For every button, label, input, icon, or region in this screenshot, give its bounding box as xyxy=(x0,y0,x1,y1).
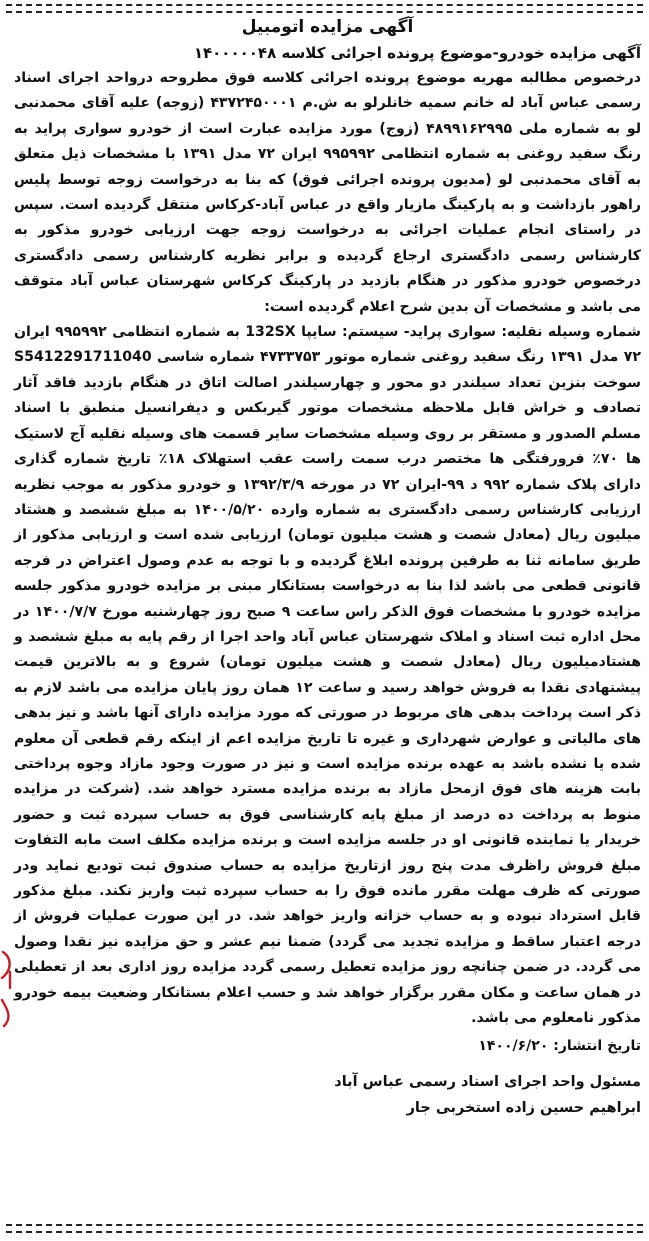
notice-details-paragraph: شماره وسیله نقلیه: سواری پراید- سیستم: سایپا 132SX به شماره انتظامی ۹۹۵۹۹۲ ایران ۷۲ مدل ۱۳۹۱ رنگ سفید روغنی شماره موتور ۴۷۳۳۷۵۳ شماره شاسی S5412291711040 سوخت بنزین تعداد سیلندر دو محور و چهارسیلندر اصالت اتاق در هنگام بازدید فاقد آثار تصادف و خراش قابل ملاحظه مشخصات موتور گیربکس و دیفرانسیل منطبق با اسناد مسلم الصدور و مستقر بر روی وسیله مشخصات سایر قسمت های وسیله نقلیه آج لاستیک ها ۷۰٪ فرورفتگی ها مختصر درب سمت راست عقب استهلاک ۱۸٪ تاریخ شماره گذاری دارای پلاک شماره ۹۹۲ د ۹۹-ایران ۷۲ در مورخه ۱۳۹۲/۳/۹ و خودرو مذکور به موجب نظریه ارزیابی کارشناس رسمی دادگستری به شماره وارده ۱۴۰۰/۵/۲۰ به مبلغ ششصد و هشتاد میلیون ریال (معادل شصت و هشت میلیون تومان) ارزیابی شده است و ارزیابی مذکور از طریق سامانه ثنا به طرفین پرونده ابلاغ گردیده و با توجه به عدم وصول اعتراض در فرجه قانونی قطعی می باشد لذا بنا به درخواست بستانکار مبنی بر مزایده خودرو مذکور جلسه مزایده خودرو با مشخصات فوق الذکر راس ساعت ۹ صبح روز چهارشنبه مورخ ۱۴۰۰/۷/۷ در محل اداره ثبت اسناد و املاک شهرستان عباس آباد واحد اجرا از رقم پایه به مبلغ ششصد و هشتادمیلیون ریال (معادل شصت و هشت میلیون تومان) شروع و به بالاترین قیمت پیشنهادی نقدا به فروش خواهد رسید و ساعت ۱۲ همان روز پایان مزایده می باشد لازم به ذکر است پرداخت بدهی های مربوط در صورتی که مورد مزایده دارای آنها باشد و نیز بدهی های مالیاتی و عوارض شهرداری و غیره تا تاریخ مزایده اعم از اینکه رقم قطعی آن معلوم شده یا نشده باشد به عهده برنده مزایده است و نیز در صورت وجود مازاد وجوه پرداختی بابت هزینه های فوق ازمحل مازاد به برنده مزایده مسترد خواهد شد. (شرکت در مزایده منوط به پرداخت ده درصد از مبلغ پایه کارشناسی فوق به حساب سپرده ثبت و حضور خریدار یا نماینده قانونی او در جلسه مزایده است و برنده مزایده مکلف است مابه التفاوت مبلغ فروش راظرف مدت پنج روز ازتاریخ مزایده به حساب صندوق ثبت تودیع نماید ودر صورتی که ظرف مهلت مقرر مانده فوق را به حساب سپرده ثبت واریز نکند. مبلغ مذکور قابل استرداد نبوده و به حساب خزانه واریز خواهد شد. در این صورت عملیات فروش از درجه اعتبار ساقط و مزایده تجدید می گردد) ضمنا نیم عشر و حق مزایده نیز نقدا وصول می گردد. در ضمن چنانچه روز مزایده تعطیل رسمی گردد مزایده روز اداری بعد از تعطیلی در همان ساعت و مکان مقرر برگزار خواهد شد و حسب اعلام بستانکار وضعیت بیمه خودرو مذکور نامعلوم می باشد. xyxy=(14,324,642,1027)
notice-subtitle: آگهی مزایده خودرو-موضوع پرونده اجرائی کلاسه ۱۴۰۰۰۰۰۴۸ xyxy=(193,44,641,62)
notice-intro-paragraph: درخصوص مطالبه مهریه موضوع پرونده اجرائی کلاسه فوق مطروحه درواحد اجرای اسناد رسمی عباس آباد له خانم سمیه خانلرلو به ش.م ۴۳۷۲۴۵۰۰۰۱ (زوجه) علیه آقای محمدنبی لو به شماره ملی ۴۸۹۹۱۶۲۹۹۵ (زوج) مورد مزایده عبارت است از خودرو سواری پراید به رنگ سفید روغنی به شماره انتظامی ۹۹۵۹۹۲ ایران ۷۲ مدل ۱۳۹۱ با مشخصات ذیل متعلق به آقای محمدنبی لو (مدیون پرونده اجرائی فوق) که بنا به درخواست زوجه توسط پلیس راهور بازداشت و به پارکینگ مازیار واقع در عباس آباد-کرکاس منتقل گردیده است. سپس در راستای انجام عملیات اجرائی به درخواست زوجه جهت ارزیابی خودرو مذکور به کارشناس رسمی دادگستری ارجاع گردیده و برابر نظریه کارشناس رسمی دادگستری درخصوص خودرو مذکور در هنگام بازدید در پارکینگ کرکاس شهرستان عباس آباد متوقف می باشد و مشخصات آن بدین شرح اعلام گردیده است: xyxy=(14,70,641,315)
signature-office: مسئول واحد اجرای اسناد رسمی عباس آباد xyxy=(334,1074,641,1091)
margin-handwritten-mark xyxy=(0,948,14,1028)
signature-name: ابراهیم حسین زاده استخربی جار xyxy=(406,1100,641,1117)
bottom-dashed-border xyxy=(6,1224,643,1233)
publish-date: تاریخ انتشار: ۱۴۰۰/۶/۲۰ xyxy=(478,1038,641,1055)
auction-notice xyxy=(0,14,649,1218)
top-dashed-border xyxy=(6,4,643,13)
notice-title: آگهی مزایده اتومبیل xyxy=(241,17,414,37)
